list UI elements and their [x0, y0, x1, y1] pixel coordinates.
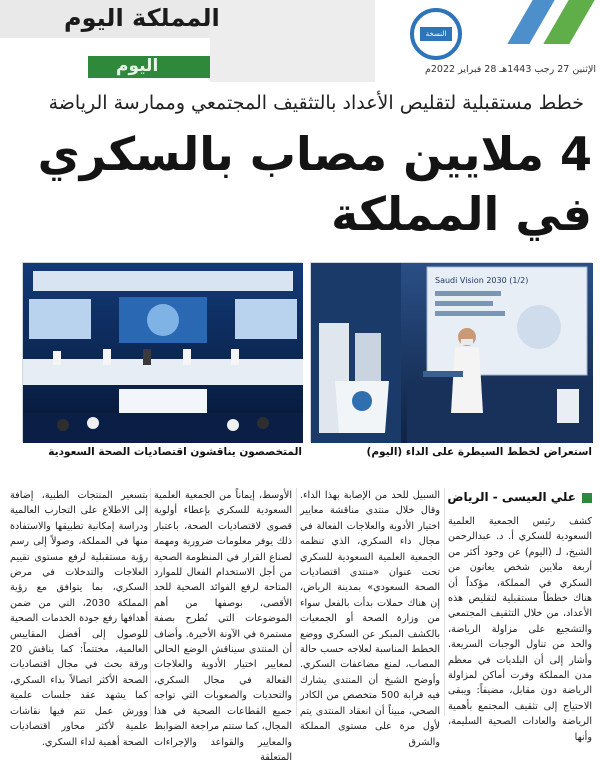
masthead-decorative-block — [210, 0, 375, 82]
body-column-2 — [300, 488, 440, 748]
column-divider — [296, 488, 297, 716]
article-kicker: خطط مستقبلية لتقليص الأعداد بالتثقيف المجتمعي وممارسة الرياضة — [48, 92, 584, 114]
column-divider — [444, 488, 445, 716]
column-divider — [150, 488, 151, 716]
section-label: اليوم — [116, 56, 159, 76]
body-column-1-text: كشف رئيس الجمعية العلمية السعودية للسكري أ. د. عبدالرحمن الشيخ، لـ (اليوم) عن وجود أكثر من أربعة ملايين شخص يعانون من السكري في المملكة، مؤكداً أن هناك خططاً مستقبلية لتقليص هذه الأعداد، من خلال التثقيف المجتمعي والتشجيع على مزاولة الرياضة، والحد من تناول الوجبات السريعة. وأشار إلى أن البلديات في معظم مدن المملكة وفرت أماكن لمزاولة الرياضة دون مقابل، مضيفاً: ويبقى الاحتياج إلى تثقيف المجتمع بأهمية الرياضة والعادات الصحية السليمة، وأنها — [448, 516, 592, 743]
article-headline: 4 ملايين مصاب بالسكري في المملكة — [37, 127, 592, 241]
photo-speaker-podium — [310, 262, 592, 442]
edition-badge-label: النسخة الرقمية — [420, 27, 452, 41]
body-column-4 — [10, 488, 148, 748]
body-column-2-text: السبيل للحد من الإصابة بهذا الداء. وقال خلال منتدى مناقشة معايير اختيار الأدوية والعلاجات الفعالة في مجال داء السكري، الذي تنظمه الجمعية العلمية السعودية للسكري تحت عنوان «منتدى اقتصاديات الصحة السعودي» بمدينة الرياض، إن هناك حملات بدأت بالفعل سواء من وزارة الصحة أو الجمعيات بالكشف المبكر عن السكري ووضع الخطط المناسبة لعلاجه حسب حالة المصاب، لمنع مضاعفات السكري. وأوضح الشيخ أن المنتدى يشارك فيه قرابة 500 متخصص من الكادر الصحي، مبيناً أن انعقاد المنتدى يتم لأول مرة على مستوى المملكة والشرق — [300, 490, 440, 748]
body-column-3-text: الأوسط، إيماناً من الجمعية العلمية السعودية للسكري بإعطاء أولوية قصوى لاقتصاديات الصحة، باعتبار ذلك يوفر معلومات ضرورية ومهمة لصناع القرار في المنظومة الصحية من أجل الاستخدام الفعال للموارد المتاحة لرفع الفوائد الصحية للحد الأقصى، بوصفها من أهم الموضوعات التي تُطرح بصفة مستمرة في الآونة الأخيرة. وأضاف أن المنتدى سيناقش الوضع الحالي لمعايير اختيار الأدوية والعلاجات الفعالة في مجال السكري، والتحديات والصعوبات التي تواجه جميع القطاعات الصحية في هذا المجال، كما ستتم مراجعة الضوابط والمعايير والقواعد والإجراءات المتعلقة — [154, 490, 292, 763]
brand-stripes-icon — [478, 0, 600, 48]
byline-text: علي العيسى - الرياض — [447, 490, 576, 504]
forum-photo-illustration — [23, 263, 303, 443]
byline-marker-icon — [582, 493, 592, 503]
digital-edition-badge — [410, 8, 462, 60]
byline — [420, 490, 592, 504]
screen-title: Saudi Vision 2030 (1/2) — [435, 276, 529, 285]
body-column-4-text: بتسعير المنتجات الطبية، إضافة إلى الاطلاع على التجارب العالمية ودراسة إمكانية تطبيقها والاستفادة منها في المملكة، وصولاً إلى رسم رؤية مستقبلية لرفع مستوى تقييم العلاجات والتدخلات في مرض السكري، بما يتوافق مع رؤية المملكة 2030، التي من ضمن أهدافها رفع جودة الخدمات الصحية للوصول إلى أفضل المقاييس العالمية، مختتماً: كما يناقش 20 ورقة بحث في مجال اقتصاديات الصحة الأكثر اتصالاً بداء السكري، كما يشهد عقد جلسات علمية وورش عمل تتم فيها نقاشات علمية لأكثر محاور اقتصاديات الصحة أهمية لداء السكري. — [10, 490, 148, 748]
photo-caption-left: المتخصصون يناقشون اقتصاديات الصحة السعودية — [48, 446, 302, 458]
body-column-3 — [154, 488, 292, 763]
photo-caption-right: استعراض لخطط السيطرة على الداء (اليوم) — [366, 446, 592, 458]
body-column-1 — [448, 514, 592, 743]
dateline: الإثنين 27 رجب 1443هـ 28 فبراير 2022م — [424, 64, 596, 75]
photo-forum-stage — [22, 262, 302, 442]
speaker-photo-illustration — [311, 263, 593, 443]
newspaper-logo: المملكة اليوم — [64, 4, 220, 32]
masthead — [0, 0, 600, 86]
